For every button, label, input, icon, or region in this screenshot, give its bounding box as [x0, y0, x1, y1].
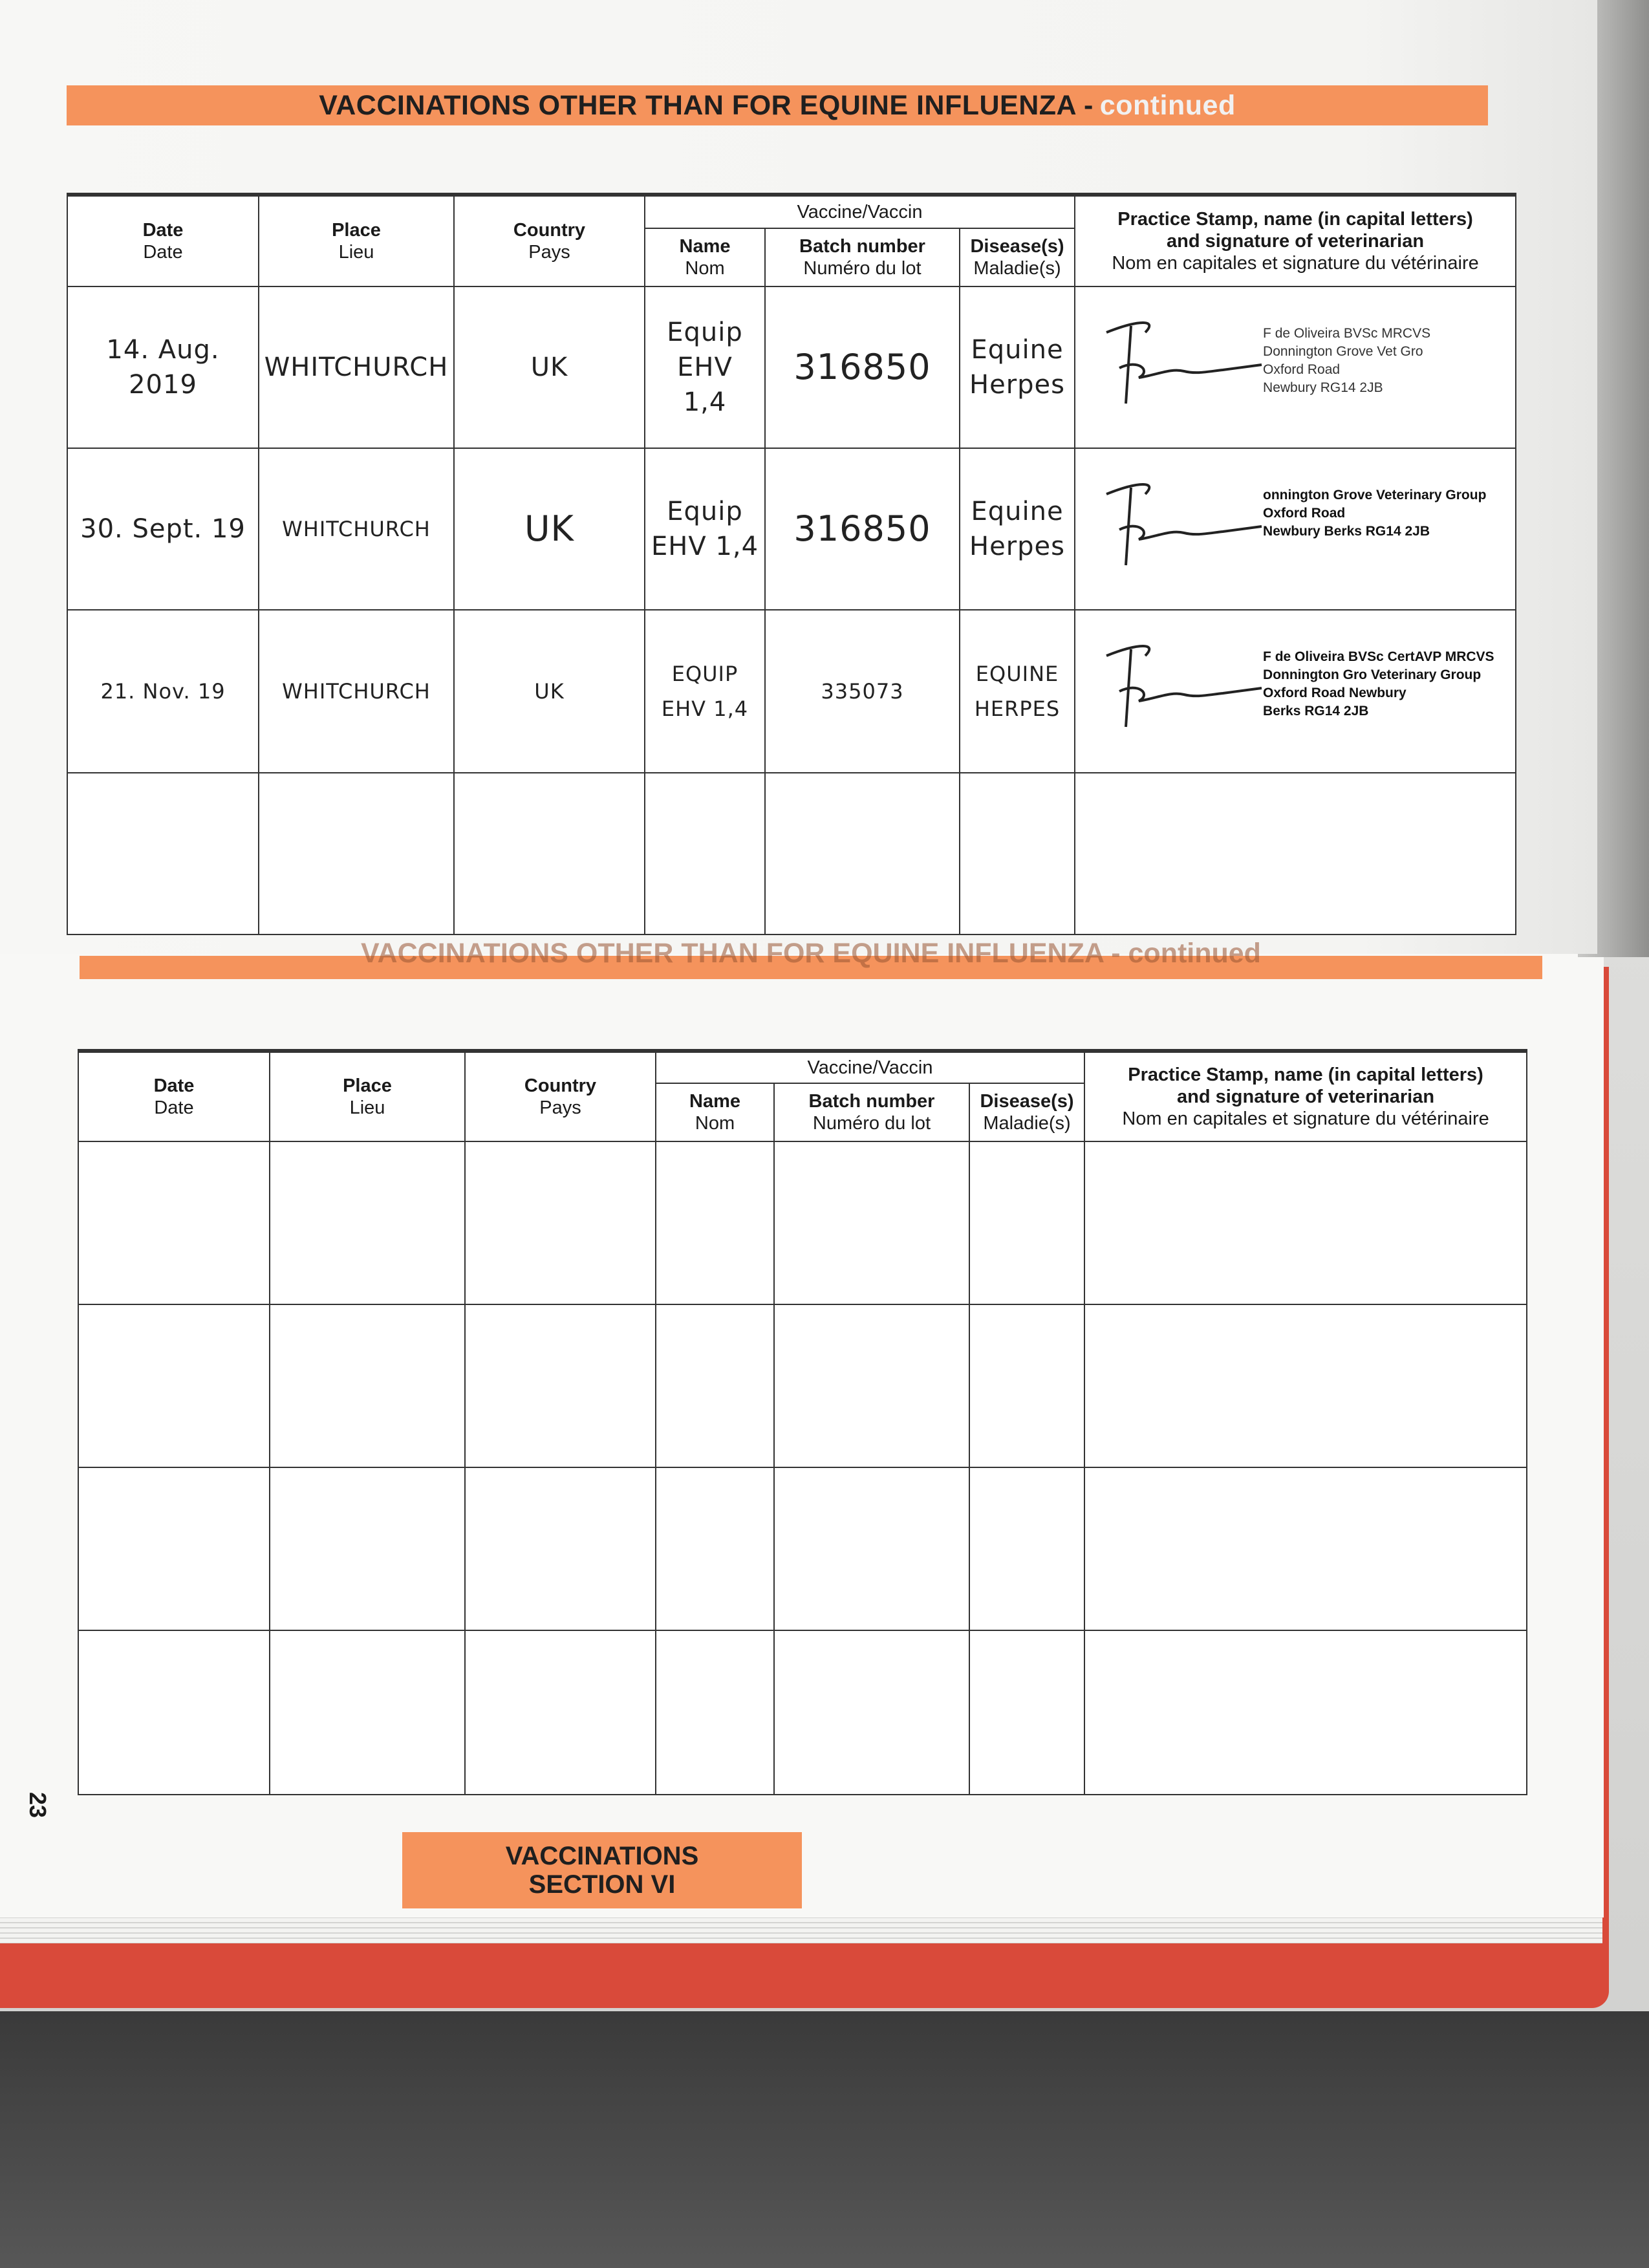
cell-place[interactable] — [259, 773, 454, 934]
header-name: Name Nom — [656, 1083, 774, 1141]
table-row-empty — [78, 1304, 1527, 1467]
header-batch: Batch number Numéro du lot — [765, 228, 960, 286]
table-row-empty — [78, 1141, 1527, 1304]
cell-disease: EQUINE HERPES — [960, 610, 1075, 773]
cell-batch[interactable] — [774, 1304, 969, 1467]
cell-place: WHITCHURCH — [259, 286, 454, 448]
cell-vaccine-name[interactable] — [645, 773, 765, 934]
table-row-empty — [78, 1630, 1527, 1795]
cell-country[interactable] — [465, 1141, 656, 1304]
header-disease: Disease(s) Maladie(s) — [969, 1083, 1084, 1141]
cell-batch[interactable] — [765, 773, 960, 934]
signature-icon — [1100, 468, 1268, 578]
cell-country[interactable] — [465, 1304, 656, 1467]
cell-disease[interactable] — [969, 1304, 1084, 1467]
cell-stamp[interactable] — [1084, 1630, 1527, 1795]
cell-batch: 335073 — [765, 610, 960, 773]
table-row-empty — [78, 1467, 1527, 1630]
cell-batch: 316850 — [765, 448, 960, 610]
table-row — [67, 286, 1516, 448]
cell-country: UK — [454, 286, 645, 448]
cell-vaccine-name: Equip EHV 1,4 — [645, 448, 765, 610]
header-vaccine-group: Vaccine/Vaccin — [645, 195, 1075, 228]
cell-date[interactable] — [67, 773, 259, 934]
cell-place[interactable] — [270, 1141, 465, 1304]
cell-stamp — [1075, 448, 1516, 610]
section-banner-partial — [80, 938, 1542, 979]
banner-title: VACCINATIONS OTHER THAN FOR EQUINE INFLUENZA - — [319, 90, 1094, 121]
cell-vaccine-name[interactable] — [656, 1304, 774, 1467]
practice-stamp: F de Oliveira BVSc MRCVS Donnington Grove Vet Gro Oxford Road Newbury RG14 2JB — [1263, 326, 1431, 395]
header-country: Country Pays — [465, 1051, 656, 1141]
cell-date[interactable] — [78, 1630, 270, 1795]
cell-date[interactable] — [78, 1141, 270, 1304]
cell-place[interactable] — [270, 1467, 465, 1630]
cell-date: 30. Sept. 19 — [67, 448, 259, 610]
cell-date: 14. Aug. 2019 — [67, 286, 259, 448]
cell-place: WHITCHURCH — [259, 448, 454, 610]
cell-vaccine-name[interactable] — [656, 1630, 774, 1795]
signature-icon — [1100, 307, 1268, 416]
scanner-bed — [0, 2011, 1649, 2268]
cell-vaccine-name: EQUIP EHV 1,4 — [645, 610, 765, 773]
header-place: Place Lieu — [270, 1051, 465, 1141]
cell-stamp[interactable] — [1084, 1467, 1527, 1630]
header-disease: Disease(s) Maladie(s) — [960, 228, 1075, 286]
table-row — [67, 610, 1516, 773]
cell-batch[interactable] — [774, 1630, 969, 1795]
cell-disease[interactable] — [969, 1141, 1084, 1304]
cell-disease[interactable] — [969, 1467, 1084, 1630]
header-batch: Batch number Numéro du lot — [774, 1083, 969, 1141]
section-banner — [67, 85, 1488, 125]
header-country: Country Pays — [454, 195, 645, 286]
cell-batch[interactable] — [774, 1141, 969, 1304]
cell-date[interactable] — [78, 1467, 270, 1630]
page-number: 23 — [25, 1791, 52, 1819]
signature-icon — [1100, 630, 1268, 740]
practice-stamp: onnington Grove Veterinary Group Oxford Road Newbury Berks RG14 2JB — [1263, 488, 1487, 539]
cell-stamp[interactable] — [1084, 1141, 1527, 1304]
cell-country: UK — [454, 448, 645, 610]
cell-country: UK — [454, 610, 645, 773]
cell-country[interactable] — [454, 773, 645, 934]
cell-country[interactable] — [465, 1630, 656, 1795]
cell-place: WHITCHURCH — [259, 610, 454, 773]
cell-place[interactable] — [270, 1630, 465, 1795]
vaccination-table-bottom — [78, 1049, 1527, 1795]
cell-stamp[interactable] — [1084, 1304, 1527, 1467]
cell-stamp — [1075, 610, 1516, 773]
cell-date: 21. Nov. 19 — [67, 610, 259, 773]
practice-stamp: F de Oliveira BVSc CertAVP MRCVS Donnington Gro Veterinary Group Oxford Road Newbury Berks RG14 2JB — [1263, 649, 1494, 718]
header-stamp: Practice Stamp, name (in capital letters) and signature of veterinarian Nom en capitales et signature du vétérinaire — [1084, 1051, 1527, 1141]
cell-batch[interactable] — [774, 1467, 969, 1630]
cell-country[interactable] — [465, 1467, 656, 1630]
cell-place[interactable] — [270, 1304, 465, 1467]
table-row-empty — [67, 773, 1516, 934]
cell-batch: 316850 — [765, 286, 960, 448]
cell-vaccine-name[interactable] — [656, 1141, 774, 1304]
header-date: Date Date — [78, 1051, 270, 1141]
banner-continued: continued — [1099, 90, 1236, 121]
section-tab[interactable]: VACCINATIONS SECTION VI — [402, 1832, 802, 1908]
cell-date[interactable] — [78, 1304, 270, 1467]
cell-vaccine-name[interactable] — [656, 1467, 774, 1630]
cell-disease: Equine Herpes — [960, 448, 1075, 610]
header-vaccine-group: Vaccine/Vaccin — [656, 1051, 1084, 1083]
cell-disease[interactable] — [969, 1630, 1084, 1795]
banner-ghost-text: VACCINATIONS OTHER THAN FOR EQUINE INFLUENZA - continued — [361, 938, 1261, 969]
header-place: Place Lieu — [259, 195, 454, 286]
vaccination-table-top — [67, 193, 1516, 935]
cell-disease[interactable] — [960, 773, 1075, 934]
table-row — [67, 448, 1516, 610]
cell-vaccine-name: Equip EHV 1,4 — [645, 286, 765, 448]
header-name: Name Nom — [645, 228, 765, 286]
cell-stamp — [1075, 286, 1516, 448]
header-stamp: Practice Stamp, name (in capital letters) and signature of veterinarian Nom en capitales et signature du vétérinaire — [1075, 195, 1516, 286]
cell-stamp[interactable] — [1075, 773, 1516, 934]
cell-disease: Equine Herpes — [960, 286, 1075, 448]
header-date: Date Date — [67, 195, 259, 286]
